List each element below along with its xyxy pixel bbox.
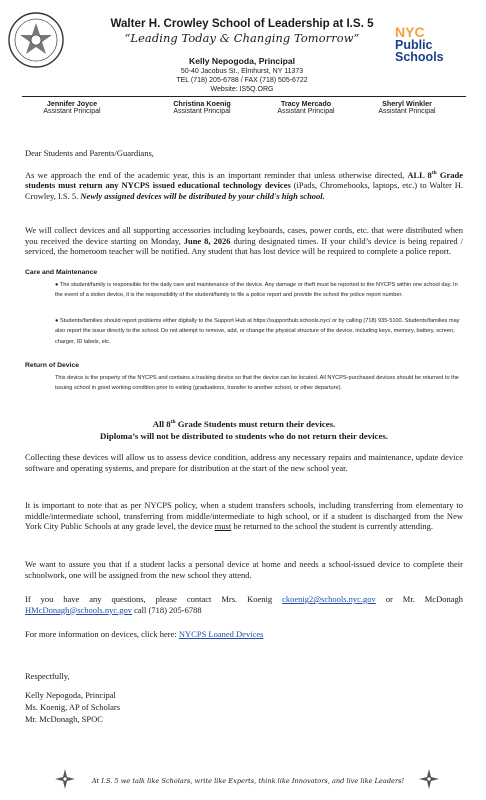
- footer-tagline: At I.S. 5 we talk like Scholars, write like Experts, think like Innovators, and live like Leaders!: [91, 777, 405, 785]
- ap-title-3: Assistant Principal: [277, 108, 335, 115]
- compass-rose-icon: [418, 768, 440, 790]
- paragraph-7: For more information on devices, click here: NYCPS Loaned Devices: [25, 629, 264, 639]
- email-link-koenig[interactable]: ckoenig2@schools.nyc.gov: [282, 594, 376, 604]
- school-address: 50-40 Jacobus St., Elmhurst, NY 11373: [180, 68, 304, 75]
- return-heading: Return of Device: [25, 362, 80, 369]
- ap-name-2: Christina Koenig: [173, 99, 231, 108]
- ap-name-3: Tracy Mercado: [280, 99, 332, 108]
- paragraph-2: We will collect devices and all supporting accessories including keyboards, cases, power cords, etc. that were distributed when you received the device starting on Monday, June 8, 2026 during designated times. If your child’s device is being repaired / serviced, the homeroom teacher will be notified. Any student that has lost device will be required to complete a police report.: [25, 225, 463, 257]
- ap-title-2: Assistant Principal: [173, 108, 231, 115]
- header-divider: [22, 96, 466, 97]
- paragraph-6: If you have any questions, please contact Mrs. Koenig ckoenig2@schools.nyc.gov or Mr. McDonagh HMcDonagh@schools.nyc.gov call (718) 205-6788: [25, 594, 463, 615]
- signature-1: Kelly Nepogoda, Principal: [25, 690, 116, 700]
- closing: Respectfully,: [25, 671, 70, 681]
- school-motto: “Leading Today & Changing Tomorrow”: [124, 31, 360, 45]
- email-link-mcdonagh[interactable]: HMcDonagh@schools.nyc.gov: [25, 604, 132, 615]
- ap-title-1: Assistant Principal: [43, 108, 101, 115]
- principal-name: Kelly Nepogoda, Principal: [188, 56, 295, 66]
- compass-rose-icon: [54, 768, 76, 790]
- care-bullet-2: ● Students/families should report problems either digitally to the Support Hub at https://supporthub.schools.nyc/ or by calling (718) 935-5100. Students/families may also report the issue directly to the school. Do not attempt to remove, add, or change the physical structure of the device, including keys, memory, battery, screen, charger, ID labels, etc.: [55, 318, 460, 345]
- school-name: Walter H. Crowley School of Leadership at I.S. 5: [110, 17, 374, 30]
- school-website: Website: IS5Q.ORG: [210, 86, 274, 93]
- school-phone: TEL (718) 205-6788 / FAX (718) 505-6722: [176, 77, 308, 84]
- ap-name-1: Jennifer Joyce: [46, 99, 98, 108]
- notice-line-2: Diploma’s will not be distributed to students who do not return their devices.: [100, 431, 388, 441]
- notice-line-1: All 8th Grade Students must return their devices.: [152, 419, 336, 429]
- care-bullet-1: ● The student/family is responsible for the daily care and maintenance of the device. Any damage or theft must be reported to the NYCPS within one school day. In the event of a stolen device, it is the responsibility of the student/family to file a police report and provide the school the police report number.: [55, 282, 458, 299]
- paragraph-3: Collecting these devices will allow us to assess device condition, address any necessary repairs and maintenance, update device software and operating systems, and prepare for distribution at the start of the new school year.: [25, 452, 463, 473]
- paragraph-4: It is important to note that as per NYCPS policy, when a student transfers schools, including transferring from elementary to middle/intermediate school, transferring from middle/intermediate to high school, or if a student is discharged from the New York City Public Schools at any grade level, the device must be returned to the school the student is currently attending.: [25, 500, 463, 532]
- nycps-loaned-devices-link[interactable]: NYCPS Loaned Devices: [178, 629, 264, 639]
- paragraph-1: As we approach the end of the academic year, this is an important reminder that unless otherwise directed, ALL 8th Grade students must return any NYCPS issued educational technology devices (iPads, Chromebooks, laptops, etc.) to Walter H. Crowley, I.S. 5. Newly assigned devices will be distributed by your child's high school.: [25, 169, 464, 202]
- nyc-public-schools-logo: NYC Public Schools: [395, 24, 444, 64]
- signature-3: Mr. McDonagh, SPOC: [25, 714, 103, 724]
- paragraph-5: We want to assure you that if a student lacks a personal device at home and needs a school-issued device to complete their schoolwork, one will be assigned from the new school they attend.: [25, 559, 463, 580]
- greeting: Dear Students and Parents/Guardians,: [25, 148, 154, 158]
- care-heading: Care and Maintenance: [25, 269, 98, 276]
- return-text: This device is the property of the NYCPS and contains a tracking device so that the device can be located. All NYCPS-purchased devices should be returned to the issuing school in good working condition prior to exiting (graduations, transfer to another school, or other departure).: [55, 375, 459, 392]
- ap-name-4: Sheryl Winkler: [382, 99, 432, 108]
- school-seal-logo: [7, 11, 65, 69]
- ap-title-4: Assistant Principal: [378, 108, 436, 115]
- signature-2: Ms. Koenig, AP of Scholars: [25, 702, 121, 712]
